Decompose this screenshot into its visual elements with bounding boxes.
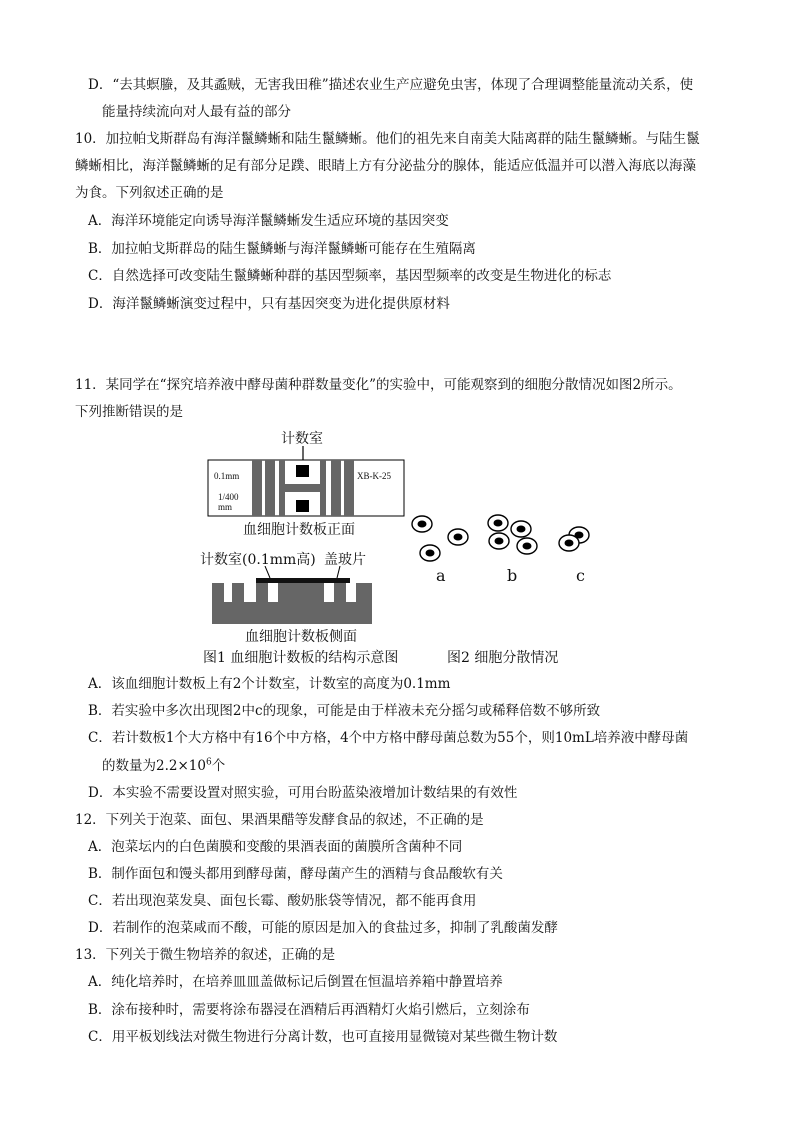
q13-option-c: C．用平板划线法对微生物进行分离计数，也可直接用显微镜对某些微生物计数	[88, 1029, 558, 1045]
q11-option-c-exponent: 6	[205, 757, 212, 768]
cell-dispersion-diagram	[408, 508, 598, 568]
front-view-label: 血细胞计数板正面	[243, 522, 355, 538]
cell-label-b: b	[507, 566, 518, 585]
fig1-caption: 图1 血细胞计数板的结构示意图	[203, 650, 399, 666]
q11-option-d: D．本实验不需要设置对照实验，可用台盼蓝染液增加计数结果的有效性	[88, 785, 518, 801]
scale-label-01mm: 0.1mm	[214, 471, 240, 481]
cell-label-c: c	[576, 566, 585, 585]
q11-option-c-line2	[102, 757, 225, 775]
cover-slip-label: 盖玻片	[324, 552, 366, 568]
counting-board-front-diagram	[206, 446, 406, 518]
q12-stem: 12．下列关于泡菜、面包、果酒果醋等发酵食品的叙述，不正确的是	[75, 812, 484, 828]
q10-option-b: B．加拉帕戈斯群岛的陆生鬣鳞蜥与海洋鬣鳞蜥可能存在生殖隔离	[88, 241, 476, 257]
fig2-caption: 图2 细胞分散情况	[447, 650, 559, 666]
q13-option-a: A．纯化培养时，在培养皿皿盖做标记后倒置在恒温培养箱中静置培养	[88, 974, 503, 990]
q11-option-c-line2-unit: 个	[211, 758, 226, 774]
q13-stem: 13．下列关于微生物培养的叙述，正确的是	[75, 947, 336, 963]
counting-board-side-diagram	[210, 566, 374, 626]
chamber-height-label: 计数室(0.1mm高)	[200, 552, 316, 568]
scale-label-1-400: 1/400	[218, 492, 239, 502]
q11-option-a: A．该血细胞计数板上有2个计数室，计数室的高度为0.1mm	[88, 676, 451, 692]
q13-option-b: B．涂布接种时，需要将涂布器浸在酒精后再酒精灯火焰引燃后，立刻涂布	[88, 1002, 530, 1018]
q11-stem-line2: 下列推断错误的是	[75, 404, 183, 420]
q10-option-d: D．海洋鬣鳞蜥演变过程中，只有基因突变为进化提供原材料	[88, 296, 450, 312]
q10-option-a: A．海洋环境能定向诱导海洋鬣鳞蜥发生适应环境的基因突变	[88, 213, 449, 229]
counting-chamber-label: 计数室	[281, 431, 323, 447]
q9-option-d-line2: 能量持续流向对人最有益的部分	[102, 104, 291, 120]
q11-option-c-line2-text: 的数量为2.2×10	[102, 758, 206, 774]
q9-option-d-line1: D．“去其螟螣，及其蟊贼，无害我田稚”描述农业生产应避免虫害，体现了合理调整能量流动关系，使	[88, 77, 694, 93]
q12-option-a: A．泡菜坛内的白色菌膜和变酸的果酒表面的菌膜所含菌种不同	[88, 839, 463, 855]
scale-label-mm: mm	[218, 502, 233, 512]
q12-option-b: B．制作面包和馒头都用到酵母菌，酵母菌产生的酒精与食品酸软有关	[88, 866, 503, 882]
q12-option-c: C．若出现泡菜发臭、面包长霉、酸奶胀袋等情况，都不能再食用	[88, 893, 477, 909]
q12-option-d: D．若制作的泡菜咸而不酸，可能的原因是加入的食盐过多，抑制了乳酸菌发酵	[88, 920, 558, 936]
cell-label-a: a	[436, 566, 446, 585]
q11-option-c-line1: C．若计数板1个大方格中有16个中方格，4个中方格中酵母菌总数为55个，则10mL培养液中酵母菌	[88, 730, 689, 746]
side-view-label: 血细胞计数板侧面	[245, 629, 357, 645]
q10-stem-line3: 为食。下列叙述正确的是	[75, 185, 224, 201]
q11-option-b: B．若实验中多次出现图2中c的现象，可能是由于样液未充分摇匀或稀释倍数不够所致	[88, 703, 601, 719]
q10-stem-line2: 鳞蜥相比，海洋鬣鳞蜥的足有部分足蹼、眼睛上方有分泌盐分的腺体，能适应低温并可以潜入海底以海藻	[75, 158, 696, 174]
q11-stem-line1: 11．某同学在“探究培养液中酵母菌种群数量变化”的实验中，可能观察到的细胞分散情况如图2所示。	[75, 377, 682, 393]
q10-option-c: C．自然选择可改变陆生鬣鳞蜥种群的基因型频率，基因型频率的改变是生物进化的标志	[88, 268, 612, 284]
model-code-label: XB-K-25	[357, 471, 391, 481]
q10-stem-line1: 10．加拉帕戈斯群岛有海洋鬣鳞蜥和陆生鬣鳞蜥。他们的祖先来自南美大陆离群的陆生鬣鳞蜥。与陆生鬣	[75, 131, 700, 147]
